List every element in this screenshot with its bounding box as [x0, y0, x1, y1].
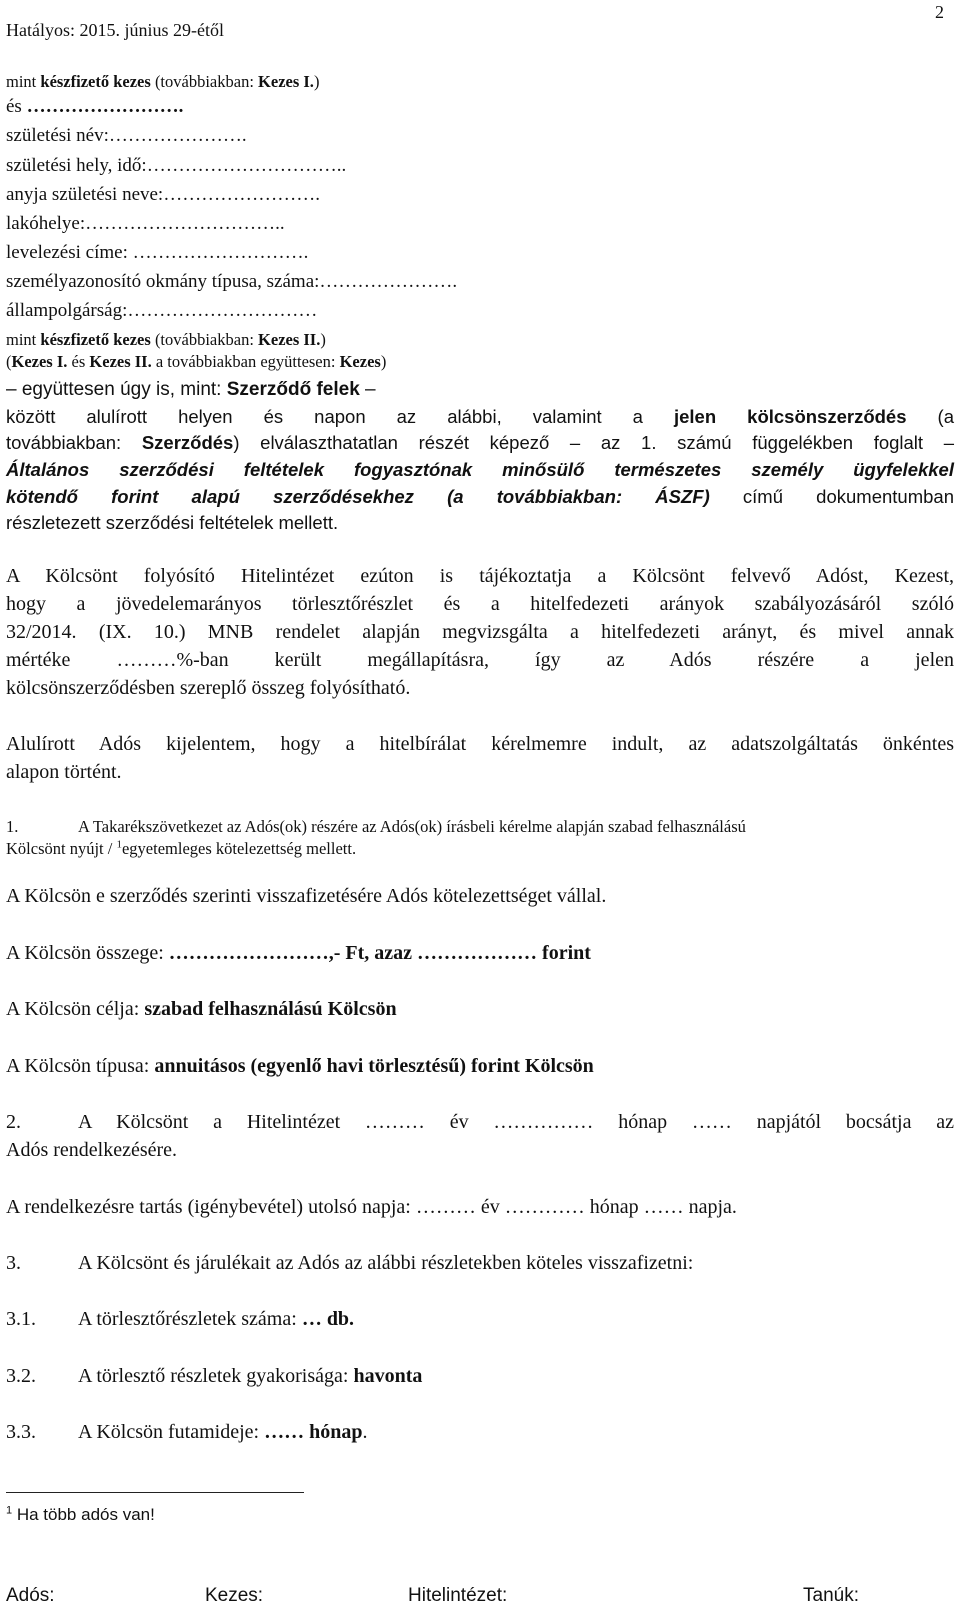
- declaration-line-1: Alulírott Adós kijelentem, hogy a hitelbírálat kérelmemre indult, az adatszolgáltatás önkéntes: [6, 733, 954, 755]
- mnb-line-5: kölcsönszerződésben szereplő összeg folyósítható.: [6, 677, 411, 699]
- and-line: és …………………….: [6, 96, 184, 117]
- section-2-line-1: 2. A Kölcsönt a Hitelintézet ……… év …………… hónap …… napjától bocsátja az: [6, 1111, 954, 1133]
- parties-line-3: továbbiakban: Szerződés) elválaszthatatlan részét képező – az 1. számú függelékben foglalt –: [6, 432, 954, 453]
- repayment-statement: A Kölcsön e szerződés szerinti visszafizetésére Adós kötelezettséget vállal.: [6, 885, 607, 907]
- mailing-field: levelezési címe: ……………………….: [6, 242, 309, 263]
- section-1-line-1: 1. A Takarékszövetkezet az Adós(ok) részére az Adós(ok) írásbeli kérelme alapján szabad felhasználású: [6, 817, 746, 836]
- declaration-line-2: alapon történt.: [6, 761, 122, 783]
- section-1-line-2: Kölcsönt nyújt / $^1$egyetemleges kötelezettség mellett.: [6, 838, 357, 858]
- signature-bank: Hitelintézet:: [408, 1585, 508, 1606]
- loan-purpose: A Kölcsön célja: szabad felhasználású Kölcsön: [6, 998, 397, 1020]
- mnb-line-1: A Kölcsönt folyósító Hitelintézet ezúton is tájékoztatja a Kölcsönt felvevő Adóst, Kezest,: [6, 565, 954, 587]
- aszf-title-line-2: kötendő forint alapú szerződésekhez (a továbbiakban: ÁSZF) című dokumentumban: [6, 486, 954, 507]
- loan-amount: A Kölcsön összege: ……………………,- Ft, azaz ……………… forint: [6, 942, 591, 964]
- loan-type: A Kölcsön típusa: annuitásos (egyenlő havi törlesztésű) forint Kölcsön: [6, 1055, 594, 1077]
- mnb-line-3: 32/2014. (IX. 10.) MNB rendelet alapján megvizsgálta a hitelfedezeti arányt, és mivel annak: [6, 621, 954, 643]
- section-3-3: 3.3. A Kölcsön futamideje: …… hónap.: [6, 1421, 368, 1443]
- aszf-title-line-1: Általános szerződési feltételek fogyasztónak minősülő természetes személy ügyfelekkel: [6, 459, 954, 480]
- together-line: (Kezes I. és Kezes II. a továbbiakban együttesen: Kezes): [6, 352, 387, 371]
- section-3-2: 3.2. A törlesztő részletek gyakorisága: havonta: [6, 1365, 423, 1387]
- signature-debtor: Adós:: [6, 1585, 55, 1606]
- guarantor1-line: mint készfizető kezes (továbbiakban: Kezes I.): [6, 72, 320, 91]
- mother-name-field: anyja születési neve:…………………….: [6, 184, 320, 205]
- footnote-separator: [6, 1492, 304, 1493]
- signature-witnesses: Tanúk:: [803, 1585, 859, 1606]
- signature-guarantor: Kezes:: [205, 1585, 264, 1606]
- parties-line-2: között alulírott helyen és napon az alábbi, valamint a jelen kölcsönszerződés (a: [6, 406, 954, 427]
- mnb-line-2: hogy a jövedelemarányos törlesztőrészlet és a hitelfedezeti arányok szabályozásáról szóló: [6, 593, 954, 615]
- section-3-1: 3.1. A törlesztőrészletek száma: … db.: [6, 1308, 355, 1330]
- parties-line-1: – együttesen úgy is, mint: Szerződő felek –: [6, 379, 376, 400]
- id-document-field: személyazonosító okmány típusa, száma:………………….: [6, 271, 458, 292]
- effective-date: Hatályos: 2015. június 29-étől: [6, 20, 224, 40]
- guarantor2-line: mint készfizető kezes (továbbiakban: Kezes II.): [6, 330, 326, 349]
- footnote: $^1$ Ha több adós van!: [6, 1504, 155, 1524]
- residence-field: lakóhelye:…………………………..: [6, 213, 285, 234]
- birth-name-field: születési név:………………….: [6, 125, 247, 146]
- page-number: 2: [935, 2, 944, 22]
- birth-place-field: születési hely, idő:…………………………..: [6, 155, 347, 176]
- parties-line-6: részletezett szerződési feltételek mellett.: [6, 512, 339, 533]
- section-2-line-2: Adós rendelkezésére.: [6, 1139, 178, 1161]
- mnb-line-4: mértéke ………%-ban került megállapításra, így az Adós részére a jelen: [6, 649, 954, 671]
- citizenship-field: állampolgárság:…………………………: [6, 300, 318, 321]
- availability-deadline: A rendelkezésre tartás (igénybevétel) utolsó napja: ……… év ………… hónap …… napja.: [6, 1196, 737, 1218]
- section-3: 3. A Kölcsönt és járulékait az Adós az alábbi részletekben köteles visszafizetni:: [6, 1252, 694, 1274]
